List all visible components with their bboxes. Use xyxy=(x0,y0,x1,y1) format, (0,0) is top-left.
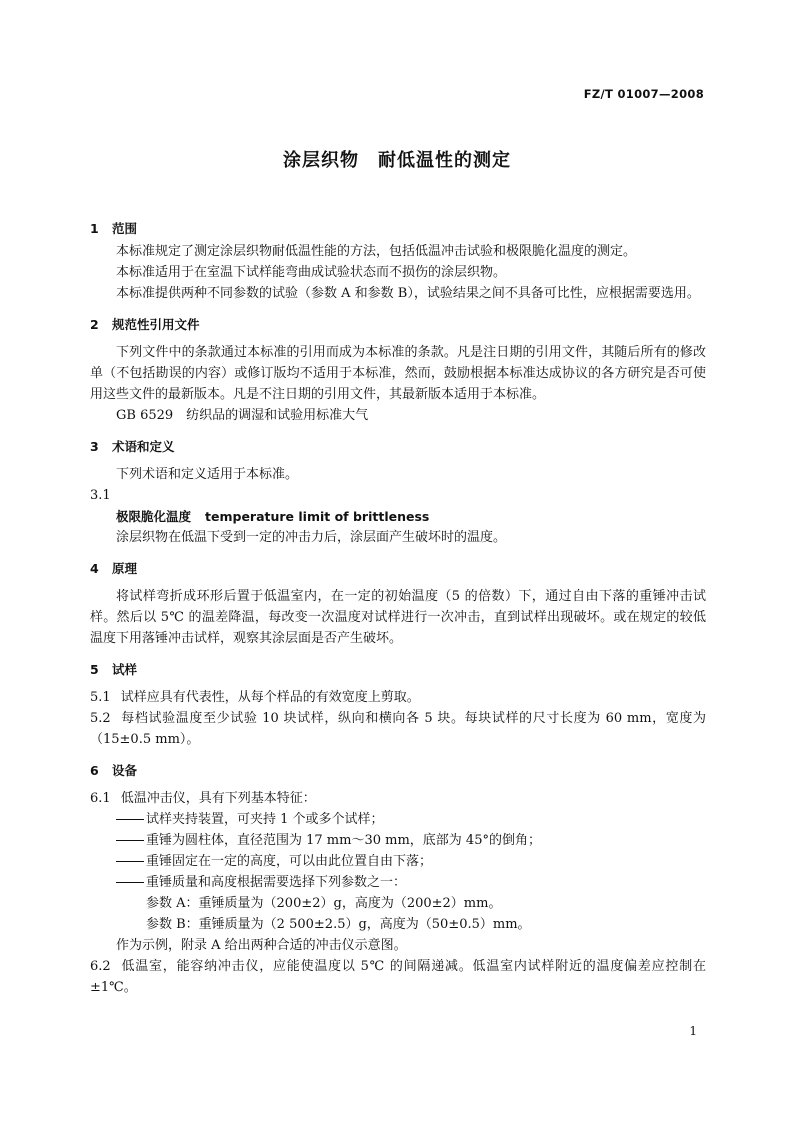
section-number: 6 xyxy=(90,763,99,778)
clause-item xyxy=(90,687,706,708)
dash-item-text: 重锤质量和高度根据需要选择下列参数之一： xyxy=(146,875,407,890)
reference-item: GB 6529 纺织品的调湿和试验用标准大气 xyxy=(116,408,369,423)
clause-text: 低温室，能容纳冲击仪，应能使温度以 5℃ 的间隔递减。低温室内试样附近的温度偏差应控制在±1℃。 xyxy=(90,959,706,995)
dash-item-text: 重锤为圆柱体，直径范围为 17 mm～30 mm，底部为 45°的倒角； xyxy=(146,833,541,848)
paragraph-line: 下列术语和定义适用于本标准。 xyxy=(116,467,299,482)
clause-text: 试样应具有代表性，从每个样品的有效宽度上剪取。 xyxy=(120,690,420,705)
term-definition: 涂层织物在低温下受到一定的冲击力后，涂层面产生破坏时的温度。 xyxy=(116,530,507,545)
example-note: 作为示例，附录 A 给出两种合适的冲击仪示意图。 xyxy=(116,938,407,953)
section-title: 术语和定义 xyxy=(112,439,175,454)
clause-item xyxy=(90,956,706,998)
document-body xyxy=(90,214,706,998)
clause-number: 6.2 xyxy=(90,959,111,974)
section-heading-principle xyxy=(90,557,706,581)
clause-number: 5.1 xyxy=(90,690,111,705)
clause-text: 低温冲击仪，具有下列基本特征： xyxy=(120,791,316,806)
document-title: 涂层织物 耐低温性的测定 xyxy=(283,150,511,171)
dash-list-item xyxy=(90,809,706,830)
parameter-b: 参数 B：重锤质量为（2 500±2.5）g，高度为（50±0.5）mm。 xyxy=(146,917,531,932)
dash-mark xyxy=(116,882,144,883)
subsection-number: 3.1 xyxy=(90,488,111,503)
dash-list-item xyxy=(90,851,706,872)
paragraph-line: 本标准适用于在室温下试样能弯曲成试验状态而不损伤的涂层织物。 xyxy=(116,265,507,280)
section-number: 5 xyxy=(90,662,99,677)
clause-item xyxy=(90,708,706,750)
term-english: temperature limit of brittleness xyxy=(205,509,430,524)
clause-number: 5.2 xyxy=(90,711,111,726)
section-heading-specimen xyxy=(90,658,706,682)
section-title: 设备 xyxy=(112,763,138,778)
paragraph: 将试样弯折成环形后置于低温室内，在一定的初始温度（5 的倍数）下，通过自由下落的重锤冲击试样。然后以 5℃ 的温差降温，每改变一次温度对试样进行一次冲击，直到试样出现破坏。或在规定的较低温度下用落锤冲击试样，观察其涂层面是否产生破坏。 xyxy=(90,589,706,646)
section-heading-terms xyxy=(90,435,706,459)
paragraph-line: 本标准提供两种不同参数的试验（参数 A 和参数 B），试验结果之间不具备可比性，应根据需要选用。 xyxy=(116,286,700,301)
dash-mark xyxy=(116,861,144,862)
section-title: 试样 xyxy=(112,662,138,677)
section-title: 范围 xyxy=(112,221,138,236)
paragraph-line: 本标准规定了测定涂层织物耐低温性能的方法，包括低温冲击试验和极限脆化温度的测定。 xyxy=(116,244,637,259)
section-heading-scope xyxy=(90,217,706,241)
dash-item-text: 试样夹持装置，可夹持 1 个或多个试样； xyxy=(146,812,384,827)
section-title: 规范性引用文件 xyxy=(112,317,200,332)
term-entry xyxy=(90,506,706,527)
parameter-a: 参数 A：重锤质量为（200±2）g，高度为（200±2）mm。 xyxy=(146,896,502,911)
section-number: 4 xyxy=(90,561,99,576)
page-number: 1 xyxy=(689,1024,697,1038)
term-chinese: 极限脆化温度 xyxy=(116,509,192,524)
section-number: 1 xyxy=(90,221,99,236)
paragraph: 下列文件中的条款通过本标准的引用而成为本标准的条款。凡是注日期的引用文件，其随后所有的修改单（不包括勘误的内容）或修订版均不适用于本标准，然而，鼓励根据本标准达成协议的各方研究是否可使用这些文件的最新版本。凡是不注日期的引用文件，其最新版本适用于本标准。 xyxy=(90,345,706,402)
standard-code: FZ/T 01007—2008 xyxy=(583,87,704,101)
dash-list-item xyxy=(90,872,706,893)
clause-number: 6.1 xyxy=(90,791,111,806)
dash-mark xyxy=(116,819,144,820)
section-title: 原理 xyxy=(112,561,138,576)
section-heading-normative-references xyxy=(90,313,706,337)
section-heading-apparatus xyxy=(90,759,706,783)
dash-item-text: 重锤固定在一定的高度，可以由此位置自由下落； xyxy=(146,854,433,869)
clause-text: 每档试验温度至少试验 10 块试样，纵向和横向各 5 块。每块试样的尺寸长度为 60 mm，宽度为（15±0.5 mm）。 xyxy=(90,711,706,747)
dash-mark xyxy=(116,840,144,841)
clause-item xyxy=(90,788,706,809)
section-number: 2 xyxy=(90,317,99,332)
section-number: 3 xyxy=(90,439,99,454)
dash-list-item xyxy=(90,830,706,851)
